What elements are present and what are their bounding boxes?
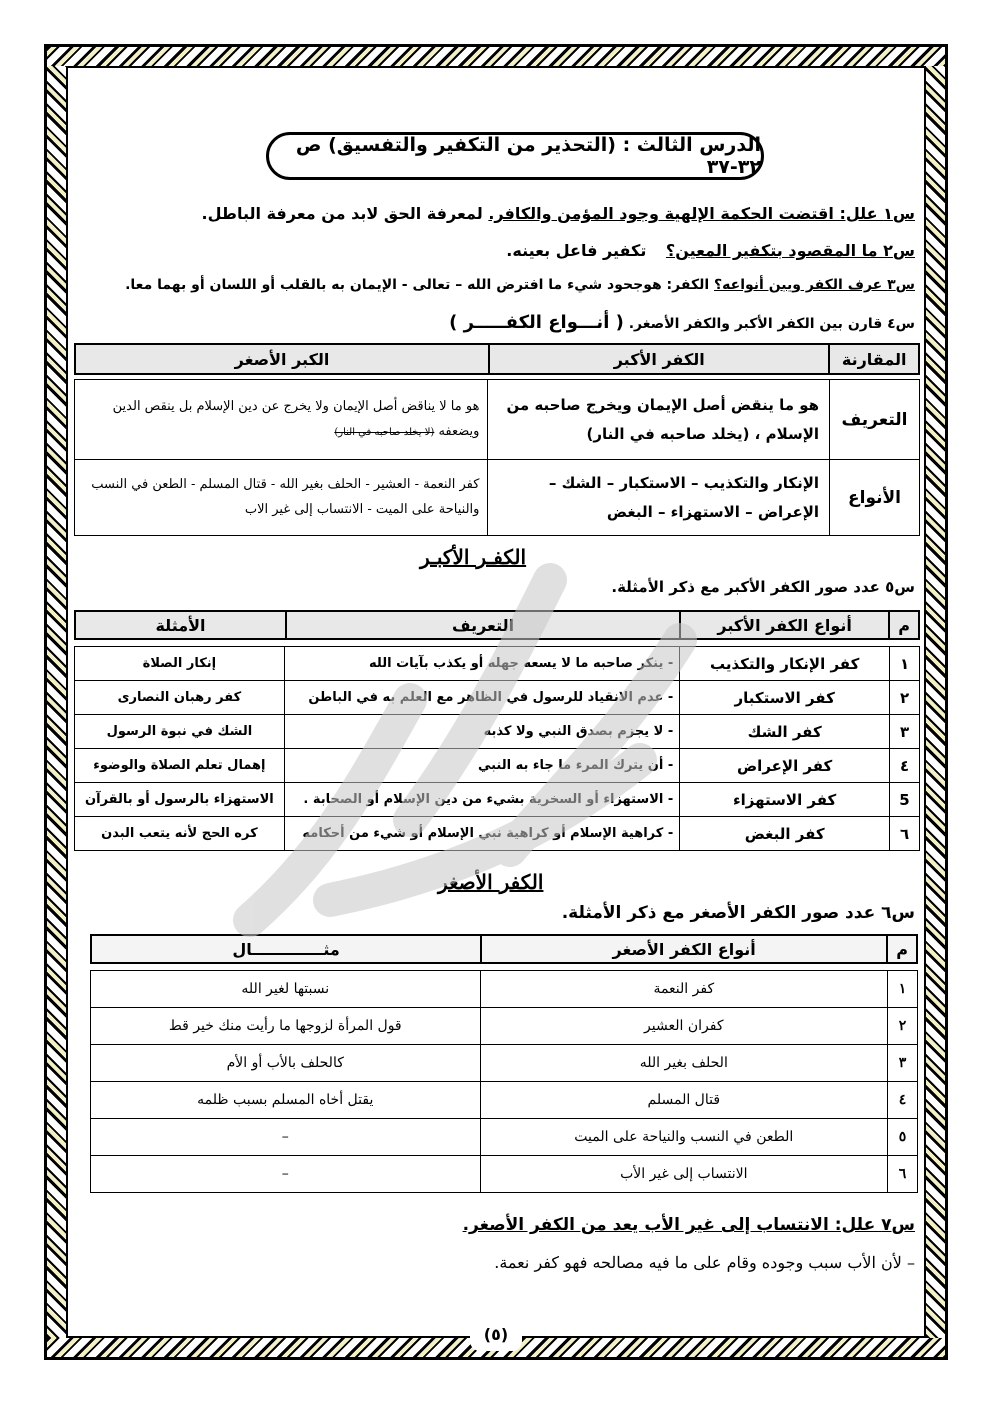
question-7 xyxy=(463,1215,915,1235)
minor-cell-type: الطعن في النسب والنياحة على الميت xyxy=(480,1119,888,1156)
major-cell-def: - أن يترك المرء ما جاء به النبي xyxy=(284,749,679,783)
major-table-row xyxy=(75,681,920,715)
compare-row-types xyxy=(75,460,920,536)
minor-cell-type: قتال المسلم xyxy=(480,1082,888,1119)
minor-cell-type: الحلف بغير الله xyxy=(480,1045,888,1082)
question-1-answer: لمعرفة الحق لابد من معرفة الباطل. xyxy=(201,204,483,223)
compare-aspect-cell: التعريف xyxy=(830,380,920,460)
compare-header xyxy=(74,343,920,375)
major-cell-num: ٤ xyxy=(890,749,920,783)
major-cell-num: ١ xyxy=(890,647,920,681)
compare-table xyxy=(74,379,920,536)
question-2-label: س٢ ما المقصود بتكفير المعين؟ xyxy=(665,241,915,260)
compare-minor-text: هو ما لا يناقض أصل الإيمان ولا يخرج عن دين الإسلام بل ينقص الدين ويضعفه xyxy=(112,398,480,439)
question-2-answer: تكفير فاعل بعينه. xyxy=(506,241,647,260)
minor-table xyxy=(90,970,918,1193)
major-cell-example: الاستهزاء بالرسول أو بالقرآن xyxy=(75,783,285,817)
major-cell-type: كفر الإعراض xyxy=(680,749,890,783)
major-cell-type: كفر الشك xyxy=(680,715,890,749)
major-cell-num: 5 xyxy=(890,783,920,817)
major-cell-type: كفر الإنكار والتكذيب xyxy=(680,647,890,681)
minor-table-row xyxy=(91,971,918,1008)
major-cell-num: ٦ xyxy=(890,817,920,851)
minor-cell-example: يقتل أخاه المسلم بسبب ظلمه xyxy=(91,1082,481,1119)
question-1-label: س١ علل: اقتضت الحكمة الإلهية وجود المؤمن والكافر. xyxy=(488,204,915,223)
minor-cell-num: ١ xyxy=(888,971,918,1008)
major-cell-example: كره الحج لأنه يتعب البدن xyxy=(75,817,285,851)
minor-table-row xyxy=(91,1008,918,1045)
question-7-label: س٧ علل: الانتساب إلى غير الأب يعد من الكفر الأصغر. xyxy=(462,1215,915,1235)
major-table xyxy=(74,646,920,851)
minor-cell-num: ٤ xyxy=(888,1082,918,1119)
minor-header-example: مثـــــــــــــال xyxy=(232,939,340,959)
major-cell-num: ٢ xyxy=(890,681,920,715)
major-cell-type: كفر الاستكبار xyxy=(680,681,890,715)
question-3-label: س٣ عرف الكفر ويبن أنواعه؟ xyxy=(714,277,915,293)
major-header-type: أنواع الكفر الأكبر xyxy=(679,612,888,638)
major-cell-def: - كراهية الإسلام أو كراهية نبي الإسلام أو شيء من أحكامه xyxy=(284,817,679,851)
compare-row-definition xyxy=(75,380,920,460)
question-3 xyxy=(125,277,915,293)
major-table-row xyxy=(75,783,920,817)
lesson-title: الدرس الثالث : (التحذير من التكفير والتفسيق) ص ٣٢-٣٧ xyxy=(266,132,764,180)
compare-header-aspect: المقارنة xyxy=(828,345,918,373)
question-3-answer: الكفر: هوجحود شيء ما افترض الله – تعالى - الإيمان به بالقلب أو اللسان أو بهما معا. xyxy=(125,277,710,293)
major-header-def: التعريف xyxy=(285,612,679,638)
minor-cell-example: قول المرأة لزوجها ما رأيت منك خير قط xyxy=(91,1008,481,1045)
question-2 xyxy=(506,241,915,260)
minor-cell-num: ٦ xyxy=(888,1156,918,1193)
major-cell-def: - عدم الانقياد للرسول في الظاهر مع العلم به في الباطن xyxy=(284,681,679,715)
major-cell-def: - الاستهزاء أو السخرية بشيء من دين الإسلام أو الصحابة . xyxy=(284,783,679,817)
major-cell-def: - ينكر صاحبه ما لا يسعه جهله أو يكذب بآيات الله xyxy=(284,647,679,681)
major-header-num: م xyxy=(888,612,918,638)
major-table-header xyxy=(74,610,920,640)
minor-cell-example: – xyxy=(91,1156,481,1193)
minor-table-row xyxy=(91,1045,918,1082)
compare-minor-note: (لا يخلد صاحبه في النار) xyxy=(334,426,435,438)
major-table-row xyxy=(75,749,920,783)
minor-table-row xyxy=(91,1156,918,1193)
compare-aspect-cell: الأنواع xyxy=(830,460,920,536)
minor-cell-type: الانتساب إلى غير الأب xyxy=(480,1156,888,1193)
major-cell-num: ٣ xyxy=(890,715,920,749)
compare-major-cell: الإنكار والتكذيب – الاستكبار – الشك – الإعراض – الاستهزاء – البغض xyxy=(488,460,830,536)
compare-major-cell: هو ما ينقض أصل الإيمان ويخرج صاحبه من الإسلام ، (يخلد صاحبه في النار) xyxy=(488,380,830,460)
major-table-row xyxy=(75,715,920,749)
minor-cell-type: كفر النعمة xyxy=(480,971,888,1008)
compare-header-minor: الكبر الأصغر xyxy=(234,349,330,369)
major-cell-example: إهمال تعلم الصلاة والوضوء xyxy=(75,749,285,783)
minor-cell-num: ٣ xyxy=(888,1045,918,1082)
major-table-row xyxy=(75,817,920,851)
compare-minor-cell: كفر النعمة - العشير - الحلف بغير الله - قتال المسلم - الطعن في النسب والنياحة على الميت - الانتساب إلى غير الاب xyxy=(75,460,488,536)
question-1 xyxy=(202,204,915,223)
minor-cell-example: نسبتها لغير الله xyxy=(91,971,481,1008)
minor-table-header xyxy=(90,934,918,964)
major-cell-example: الشك في نبوة الرسول xyxy=(75,715,285,749)
minor-table-row xyxy=(91,1119,918,1156)
major-cell-example: كفر رهبان النصارى xyxy=(75,681,285,715)
minor-section-title: الكفر الأصغر xyxy=(438,870,544,894)
major-cell-example: إنكار الصلاة xyxy=(75,647,285,681)
minor-header-type: أنواع الكفر الأصغر xyxy=(480,936,886,962)
question-5: س٥ عدد صور الكفر الأكبر مع ذكر الأمثلة. xyxy=(611,578,915,596)
major-header-example: الأمثلة xyxy=(155,615,206,635)
minor-cell-example: كالحلف بالأب أو الأم xyxy=(91,1045,481,1082)
question-4-note: ( أنـــواع الكفـــــر ) xyxy=(449,312,624,333)
major-section-title: الكفـر الأكبـر xyxy=(420,545,527,569)
minor-cell-type: كفران العشير xyxy=(480,1008,888,1045)
compare-header-major: الكفر الأكبر xyxy=(488,345,828,373)
major-cell-def: - لا يجزم بصدق النبي ولا كذبه xyxy=(284,715,679,749)
page-number: (٥) xyxy=(470,1325,522,1351)
minor-cell-num: ٥ xyxy=(888,1119,918,1156)
minor-cell-example: – xyxy=(91,1119,481,1156)
minor-header-num: م xyxy=(886,936,916,962)
major-cell-type: كفر الاستهزاء xyxy=(680,783,890,817)
question-4 xyxy=(449,312,915,333)
minor-table-row xyxy=(91,1082,918,1119)
compare-minor-cell xyxy=(75,380,488,460)
minor-cell-num: ٢ xyxy=(888,1008,918,1045)
question-6: س٦ عدد صور الكفر الأصغر مع ذكر الأمثلة. xyxy=(561,903,915,923)
major-cell-type: كفر البغض xyxy=(680,817,890,851)
question-7-answer: – لأن الأب سبب وجوده وقام على ما فيه مصالحه فهو كفر نعمة. xyxy=(494,1253,915,1272)
major-table-row xyxy=(75,647,920,681)
question-4-label: س٤ قارن بين الكفر الأكبر والكفر الأصغر. xyxy=(628,316,915,332)
